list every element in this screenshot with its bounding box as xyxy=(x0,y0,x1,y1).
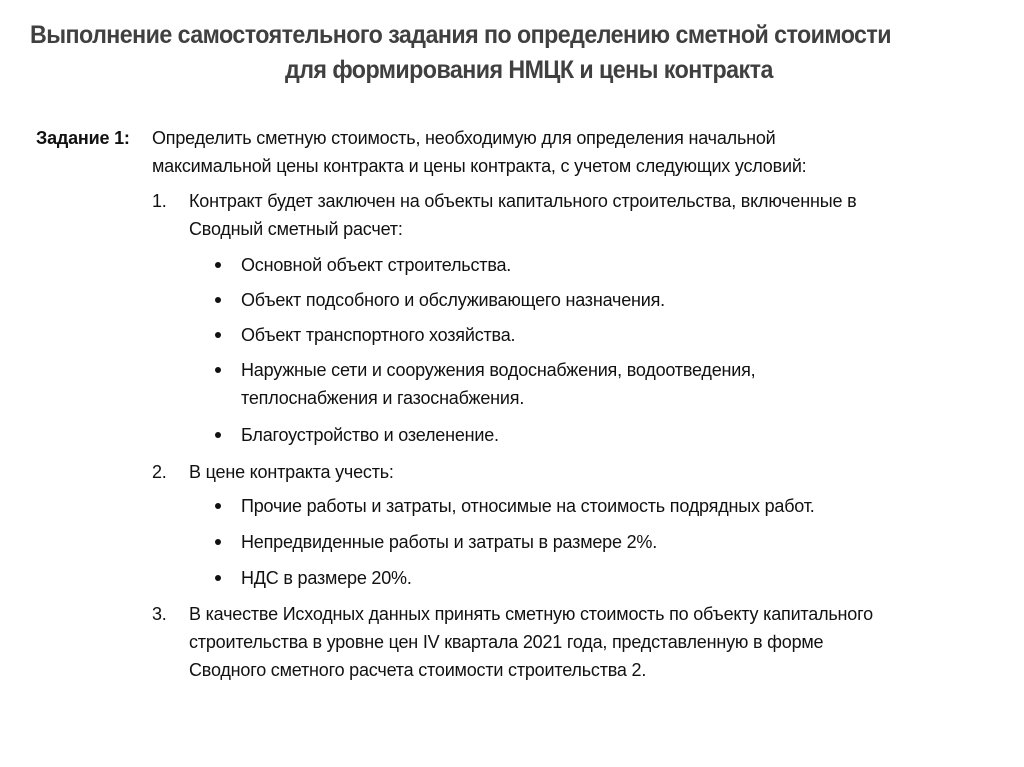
bullet-dot-icon xyxy=(215,575,221,581)
bullet-dot-icon xyxy=(215,262,221,268)
bullet-dot-icon xyxy=(215,367,221,373)
bullet-dot-icon xyxy=(215,432,221,438)
slide-title-line-1: Выполнение самостоятельного задания по определению сметной стоимости xyxy=(30,21,892,49)
item-text-line: В цене контракта учесть: xyxy=(189,462,394,482)
item-number: 1. xyxy=(152,191,167,211)
bullet-dot-icon xyxy=(215,332,221,338)
item-text-line: Контракт будет заключен на объекты капитального строительства, включенные в xyxy=(189,191,857,211)
item-number: 2. xyxy=(152,462,167,482)
bullet-text: Непредвиденные работы и затраты в размере 2%. xyxy=(241,532,658,552)
bullet-text: Благоустройство и озеленение. xyxy=(241,425,499,445)
item-text-line: Сводный сметный расчет: xyxy=(189,219,403,239)
bullet-dot-icon xyxy=(215,297,221,303)
bullet-dot-icon xyxy=(215,503,221,509)
bullet-text: Наружные сети и сооружения водоснабжения, водоотведения, xyxy=(241,360,756,380)
bullet-text: Прочие работы и затраты, относимые на стоимость подрядных работ. xyxy=(241,496,815,516)
bullet-text: Основной объект строительства. xyxy=(241,255,512,275)
task-label: Задание 1: xyxy=(36,128,130,148)
task-intro-line-2: максимальной цены контракта и цены контракта, с учетом следующих условий: xyxy=(152,156,807,176)
task-intro-line-1: Определить сметную стоимость, необходимую для определения начальной xyxy=(152,128,776,148)
bullet-text: теплоснабжения и газоснабжения. xyxy=(241,388,525,408)
item-text-line: В качестве Исходных данных принять сметную стоимость по объекту капитального xyxy=(189,604,873,624)
slide-title-line-2: для формирования НМЦК и цены контракта xyxy=(285,56,773,84)
item-text-line: Сводного сметного расчета стоимости строительства 2. xyxy=(189,660,647,680)
item-text-line: строительства в уровне цен IV квартала 2021 года, представленную в форме xyxy=(189,632,824,652)
bullet-text: Объект транспортного хозяйства. xyxy=(241,325,516,345)
bullet-text: Объект подсобного и обслуживающего назначения. xyxy=(241,290,665,310)
bullet-dot-icon xyxy=(215,539,221,545)
bullet-text: НДС в размере 20%. xyxy=(241,568,412,588)
item-number: 3. xyxy=(152,604,167,624)
